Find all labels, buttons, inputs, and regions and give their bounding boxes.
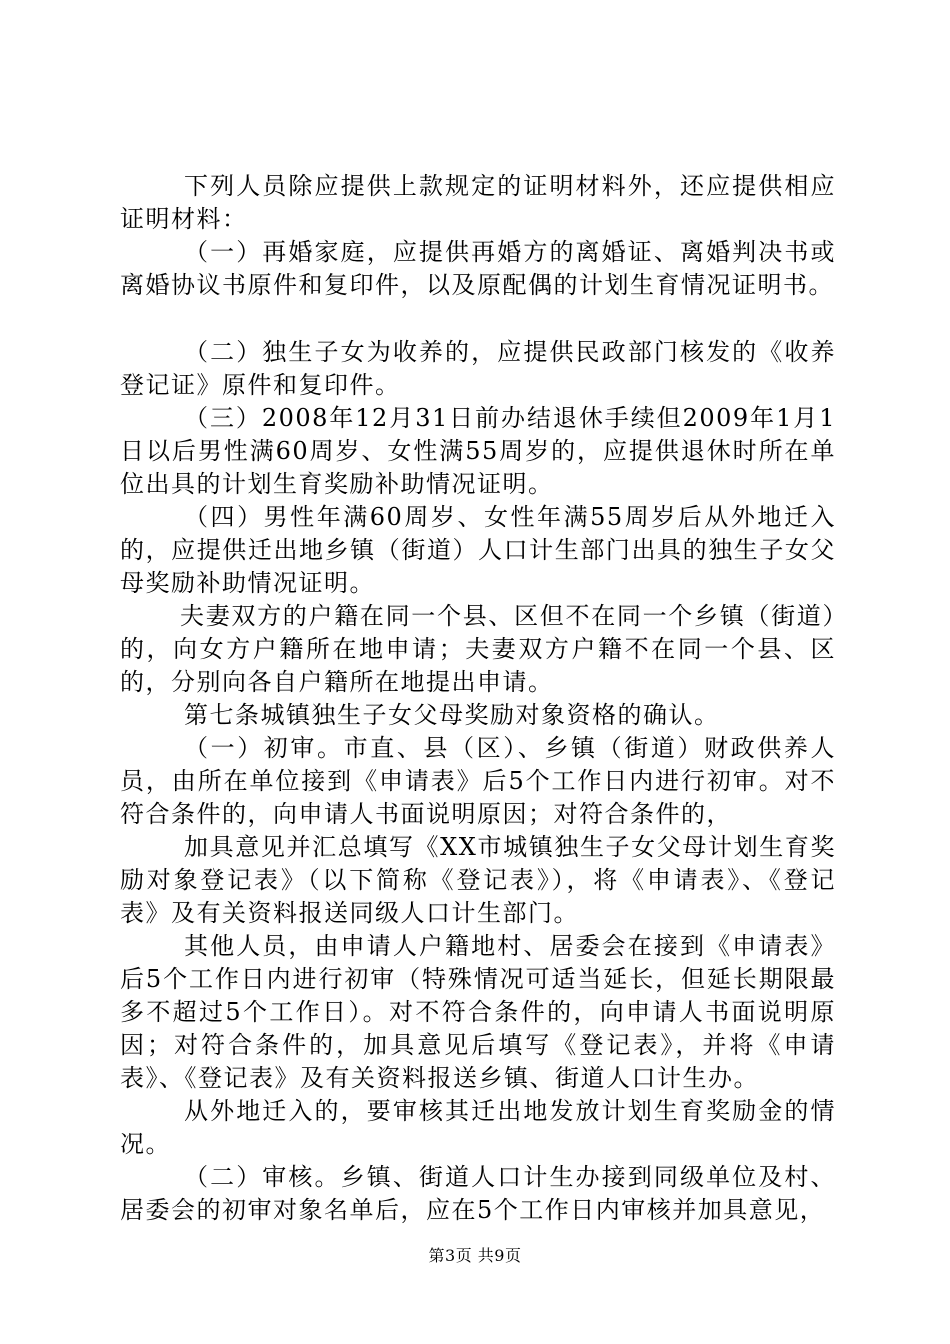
paragraph-item-1: （一）再婚家庭，应提供再婚方的离婚证、离婚判决书或离婚协议书原件和复印件，以及原配偶的计划生育情况证明书。	[120, 238, 836, 299]
paragraph-audit: （二）审核。乡镇、街道人口计生办接到同级单位及村、居委会的初审对象名单后，应在5个工作日内审核并加具意见，	[120, 1163, 836, 1224]
paragraph-item-4: （四）男性年满60周岁、女性年满55周岁后从外地迁入的，应提供迁出地乡镇（街道）人口计生部门出具的独生子女父母奖励补助情况证明。	[120, 503, 836, 597]
page-number: 第3页 共9页	[428, 1246, 522, 1265]
paragraph-migrants: 从外地迁入的，要审核其迁出地发放计划生育奖励金的情况。	[120, 1097, 836, 1158]
document-body	[120, 170, 836, 1227]
paragraph-item-3: （三）2008年12月31日前办结退休手续但2009年1月1日以后男性满60周岁、女性满55周岁的，应提供退休时所在单位出具的计划生育奖励补助情况证明。	[120, 404, 836, 498]
paragraph-article-7: 第七条城镇独生子女父母奖励对象资格的确认。	[184, 701, 720, 729]
paragraph-intro: 下列人员除应提供上款规定的证明材料外，还应提供相应证明材料：	[120, 172, 836, 233]
paragraph-register-form: 加具意见并汇总填写《XX市城镇独生子女父母计划生育奖励对象登记表》（以下简称《登记表》），将《申请表》、《登记表》及有关资料报送同级人口计生部门。	[120, 833, 836, 927]
paragraph-item-2: （二）独生子女为收养的，应提供民政部门核发的《收养登记证》原件和复印件。	[120, 338, 836, 399]
paragraph-other-persons: 其他人员，由申请人户籍地村、居委会在接到《申请表》后5个工作日内进行初审（特殊情况可适当延长，但延长期限最多不超过5个工作日）。对不符合条件的，向申请人书面说明原因；对符合条件的，加具意见后填写《登记表》，并将《申请表》、《登记表》及有关资料报送乡镇、街道人口计生办。	[120, 932, 836, 1092]
paragraph-household: 夫妻双方的户籍在同一个县、区但不在同一个乡镇（街道）的，向女方户籍所在地申请；夫妻双方户籍不在同一个县、区的，分别向各自户籍所在地提出申请。	[120, 602, 836, 696]
paragraph-initial-review: （一）初审。市直、县（区）、乡镇（街道）财政供养人员，由所在单位接到《申请表》后5个工作日内进行初审。对不符合条件的，向申请人书面说明原因；对符合条件的，	[120, 734, 836, 828]
